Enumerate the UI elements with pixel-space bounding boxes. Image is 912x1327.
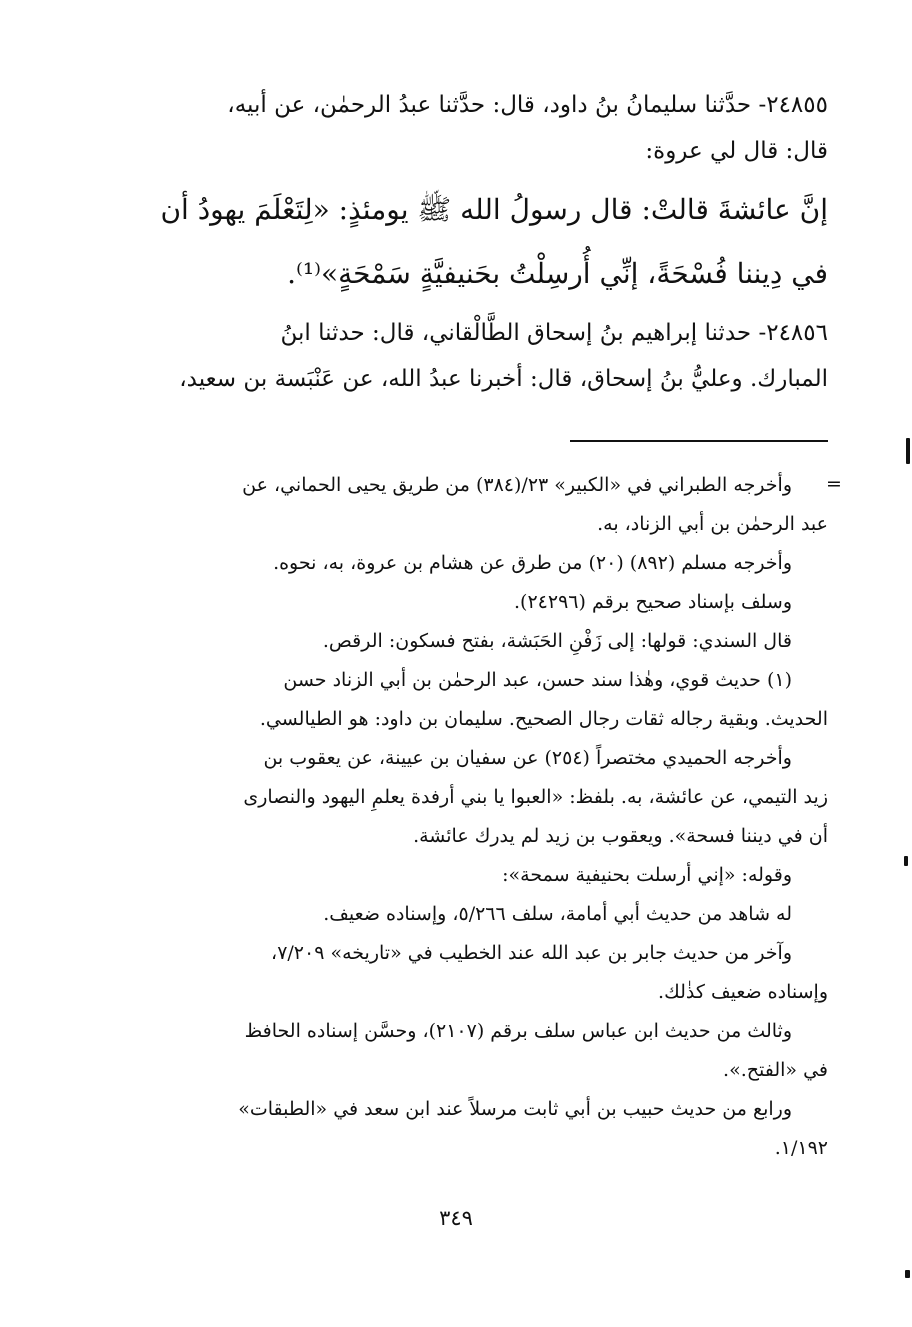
hadith-24856-line-1: ٢٤٨٥٦- حدثنا إبراهيم بنُ إسحاق الطَّالْقاني، قال: حدثنا ابنُ xyxy=(280,320,828,346)
footnote-line: عبد الرحمٰن بن أبي الزناد، به. xyxy=(597,513,828,535)
footnote-line: وإسناده ضعيف كذٰلك. xyxy=(658,981,828,1003)
footnote-line: الحديث. وبقية رجاله ثقات رجال الصحيح. سليمان بن داود: هو الطيالسي. xyxy=(259,708,828,730)
footnote-line: في «الفتح.». xyxy=(723,1059,828,1081)
page-number: ٣٤٩ xyxy=(439,1206,473,1230)
hadith-24855-line-2: قال: قال لي عروة: xyxy=(645,138,828,164)
scan-edge-mark xyxy=(905,1270,910,1278)
footnote-line: وسلف بإسناد صحيح برقم (٢٤٢٩٦). xyxy=(514,591,792,613)
hadith-24856-line-2: المبارك. وعليُّ بنُ إسحاق، قال: أخبرنا عبدُ الله، عن عَنْبَسة بن سعيد، xyxy=(179,366,828,392)
footnote-separator xyxy=(570,440,828,442)
footnote-line: أن في ديننا فسحة». ويعقوب بن زيد لم يدرك عائشة. xyxy=(413,825,828,847)
footnote-line: قال السندي: قولها: إلى زَفْنِ الحَبَشة، بفتح فسكون: الرقص. xyxy=(322,630,792,652)
footnote-line: له شاهد من حديث أبي أمامة، سلف ٥/٢٦٦، وإسناده ضعيف. xyxy=(323,903,792,925)
scan-edge-mark xyxy=(904,856,908,866)
footnote-line: وآخر من حديث جابر بن عبد الله عند الخطيب في «تاريخه» ٧/٢٠٩، xyxy=(271,942,792,964)
footnote-continuation-mark: = xyxy=(826,473,842,495)
footnotes xyxy=(130,466,828,1168)
footnote-line: وقوله: «إني أرسلت بحنيفية سمحة»: xyxy=(502,864,792,886)
footnote-line: ١/١٩٢. xyxy=(774,1137,828,1159)
footnote-line: وثالث من حديث ابن عباس سلف برقم (٢١٠٧)، وحسَّن إسناده الحافظ xyxy=(244,1020,792,1042)
hadith-24855-quote-line-1: إنَّ عائشةَ قالتْ: قال رسولُ الله ﷺ يومئذٍ: «لِتَعْلَمَ يهودُ أن xyxy=(160,193,828,226)
footnote-line: وأخرجه مسلم (٨٩٢) (٢٠) من طرق عن هشام بن عروة، به، نحوه. xyxy=(273,552,792,574)
hadith-24855-quote-line-2: في دِيننا فُسْحَةً، إنِّي أُرسِلْتُ بحَنيفيَّةٍ سَمْحَةٍ»⁽¹⁾. xyxy=(287,257,828,290)
footnote-line: وأخرجه الحميدي مختصراً (٢٥٤) عن سفيان بن عيينة، عن يعقوب بن xyxy=(263,747,792,769)
scan-edge-mark xyxy=(906,438,910,464)
footnote-line: (١) حديث قوي، وهٰذا سند حسن، عبد الرحمٰن بن أبي الزناد حسن xyxy=(283,669,792,691)
footnote-line: وأخرجه الطبراني في «الكبير» ٢٣/(٣٨٤) من طريق يحيى الحماني، عن xyxy=(242,474,792,496)
main-text xyxy=(130,82,828,402)
footnote-line: زيد التيمي، عن عائشة، به. بلفظ: «العبوا يا بني أرفدة يعلمِ اليهود والنصارى xyxy=(243,786,828,808)
hadith-24855-line-1: ٢٤٨٥٥- حدَّثنا سليمانُ بنُ داود، قال: حدَّثنا عبدُ الرحمٰن، عن أبيه، xyxy=(227,92,828,118)
footnote-line: ورابع من حديث حبيب بن أبي ثابت مرسلاً عند ابن سعد في «الطبقات» xyxy=(238,1098,792,1120)
